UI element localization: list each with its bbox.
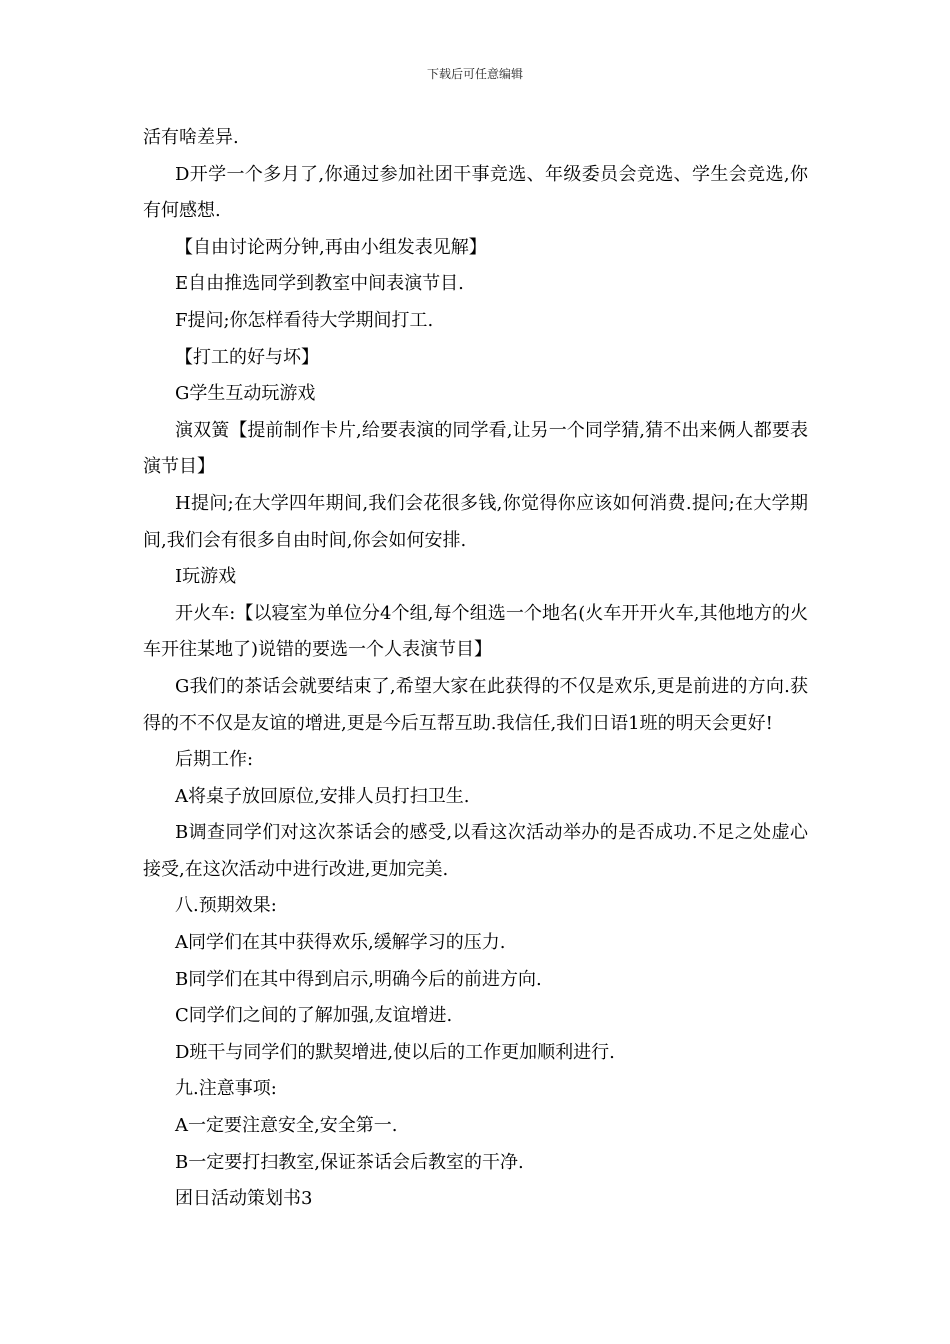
paragraph: I玩游戏 — [175, 566, 237, 588]
paragraph: A一定要注意安全,安全第一. — [175, 1115, 398, 1137]
section-heading: 团日活动策划书3 — [175, 1188, 313, 1210]
paragraph: B一定要打扫教室,保证茶话会后教室的干净. — [175, 1151, 524, 1173]
paragraph: G我们的茶话会就要结束了,希望大家在此获得的不仅是欢乐,更是前进的方向.获得的不不仅是友谊的增进,更是今后互帮互助.我信任,我们日语1班的明天会更好! — [143, 675, 808, 734]
section-heading: 八.预期效果: — [175, 895, 277, 917]
paragraph: 【自由讨论两分钟,再由小组发表见解】 — [175, 236, 487, 258]
paragraph: G学生互动玩游戏 — [175, 383, 316, 405]
paragraph: 开火车:【以寝室为单位分4个组,每个组选一个地名(火车开开火车,其他地方的火车开往某地了)说错的要选一个人表演节目】 — [143, 602, 808, 661]
paragraph: A将桌子放回原位,安排人员打扫卫生. — [175, 785, 470, 807]
paragraph: 活有啥差异. — [143, 127, 239, 148]
paragraph: C同学们之间的了解加强,友谊增进. — [175, 1005, 453, 1027]
page-header: 下载后可任意编辑 — [426, 67, 523, 81]
paragraph: H提问;在大学四年期间,我们会花很多钱,你觉得你应该如何消费.提问;在大学期间,我们会有很多自由时间,你会如何安排. — [143, 492, 808, 551]
paragraph: A同学们在其中获得欢乐,缓解学习的压力. — [175, 932, 506, 954]
section-heading: 九.注意事项: — [175, 1078, 277, 1100]
paragraph: 演双簧【提前制作卡片,给要表演的同学看,让另一个同学猜,猜不出来俩人都要表演节目】 — [143, 419, 808, 478]
paragraph: D开学一个多月了,你通过参加社团干事竞选、年级委员会竞选、学生会竞选,你有何感想. — [143, 163, 808, 222]
paragraph: 【打工的好与坏】 — [175, 346, 319, 368]
paragraph: B同学们在其中得到启示,明确今后的前进方向. — [175, 968, 542, 990]
paragraph: E自由推选同学到教室中间表演节目. — [175, 273, 464, 295]
paragraph: F提问;你怎样看待大学期间打工. — [175, 309, 434, 331]
section-heading: 后期工作: — [175, 749, 254, 771]
paragraph: D班干与同学们的默契增进,使以后的工作更加顺利进行. — [175, 1041, 615, 1063]
document-body — [143, 120, 808, 1218]
paragraph: B调查同学们对这次茶话会的感受,以看这次活动举办的是否成功.不足之处虚心接受,在这次活动中进行改进,更加完美. — [143, 822, 808, 880]
